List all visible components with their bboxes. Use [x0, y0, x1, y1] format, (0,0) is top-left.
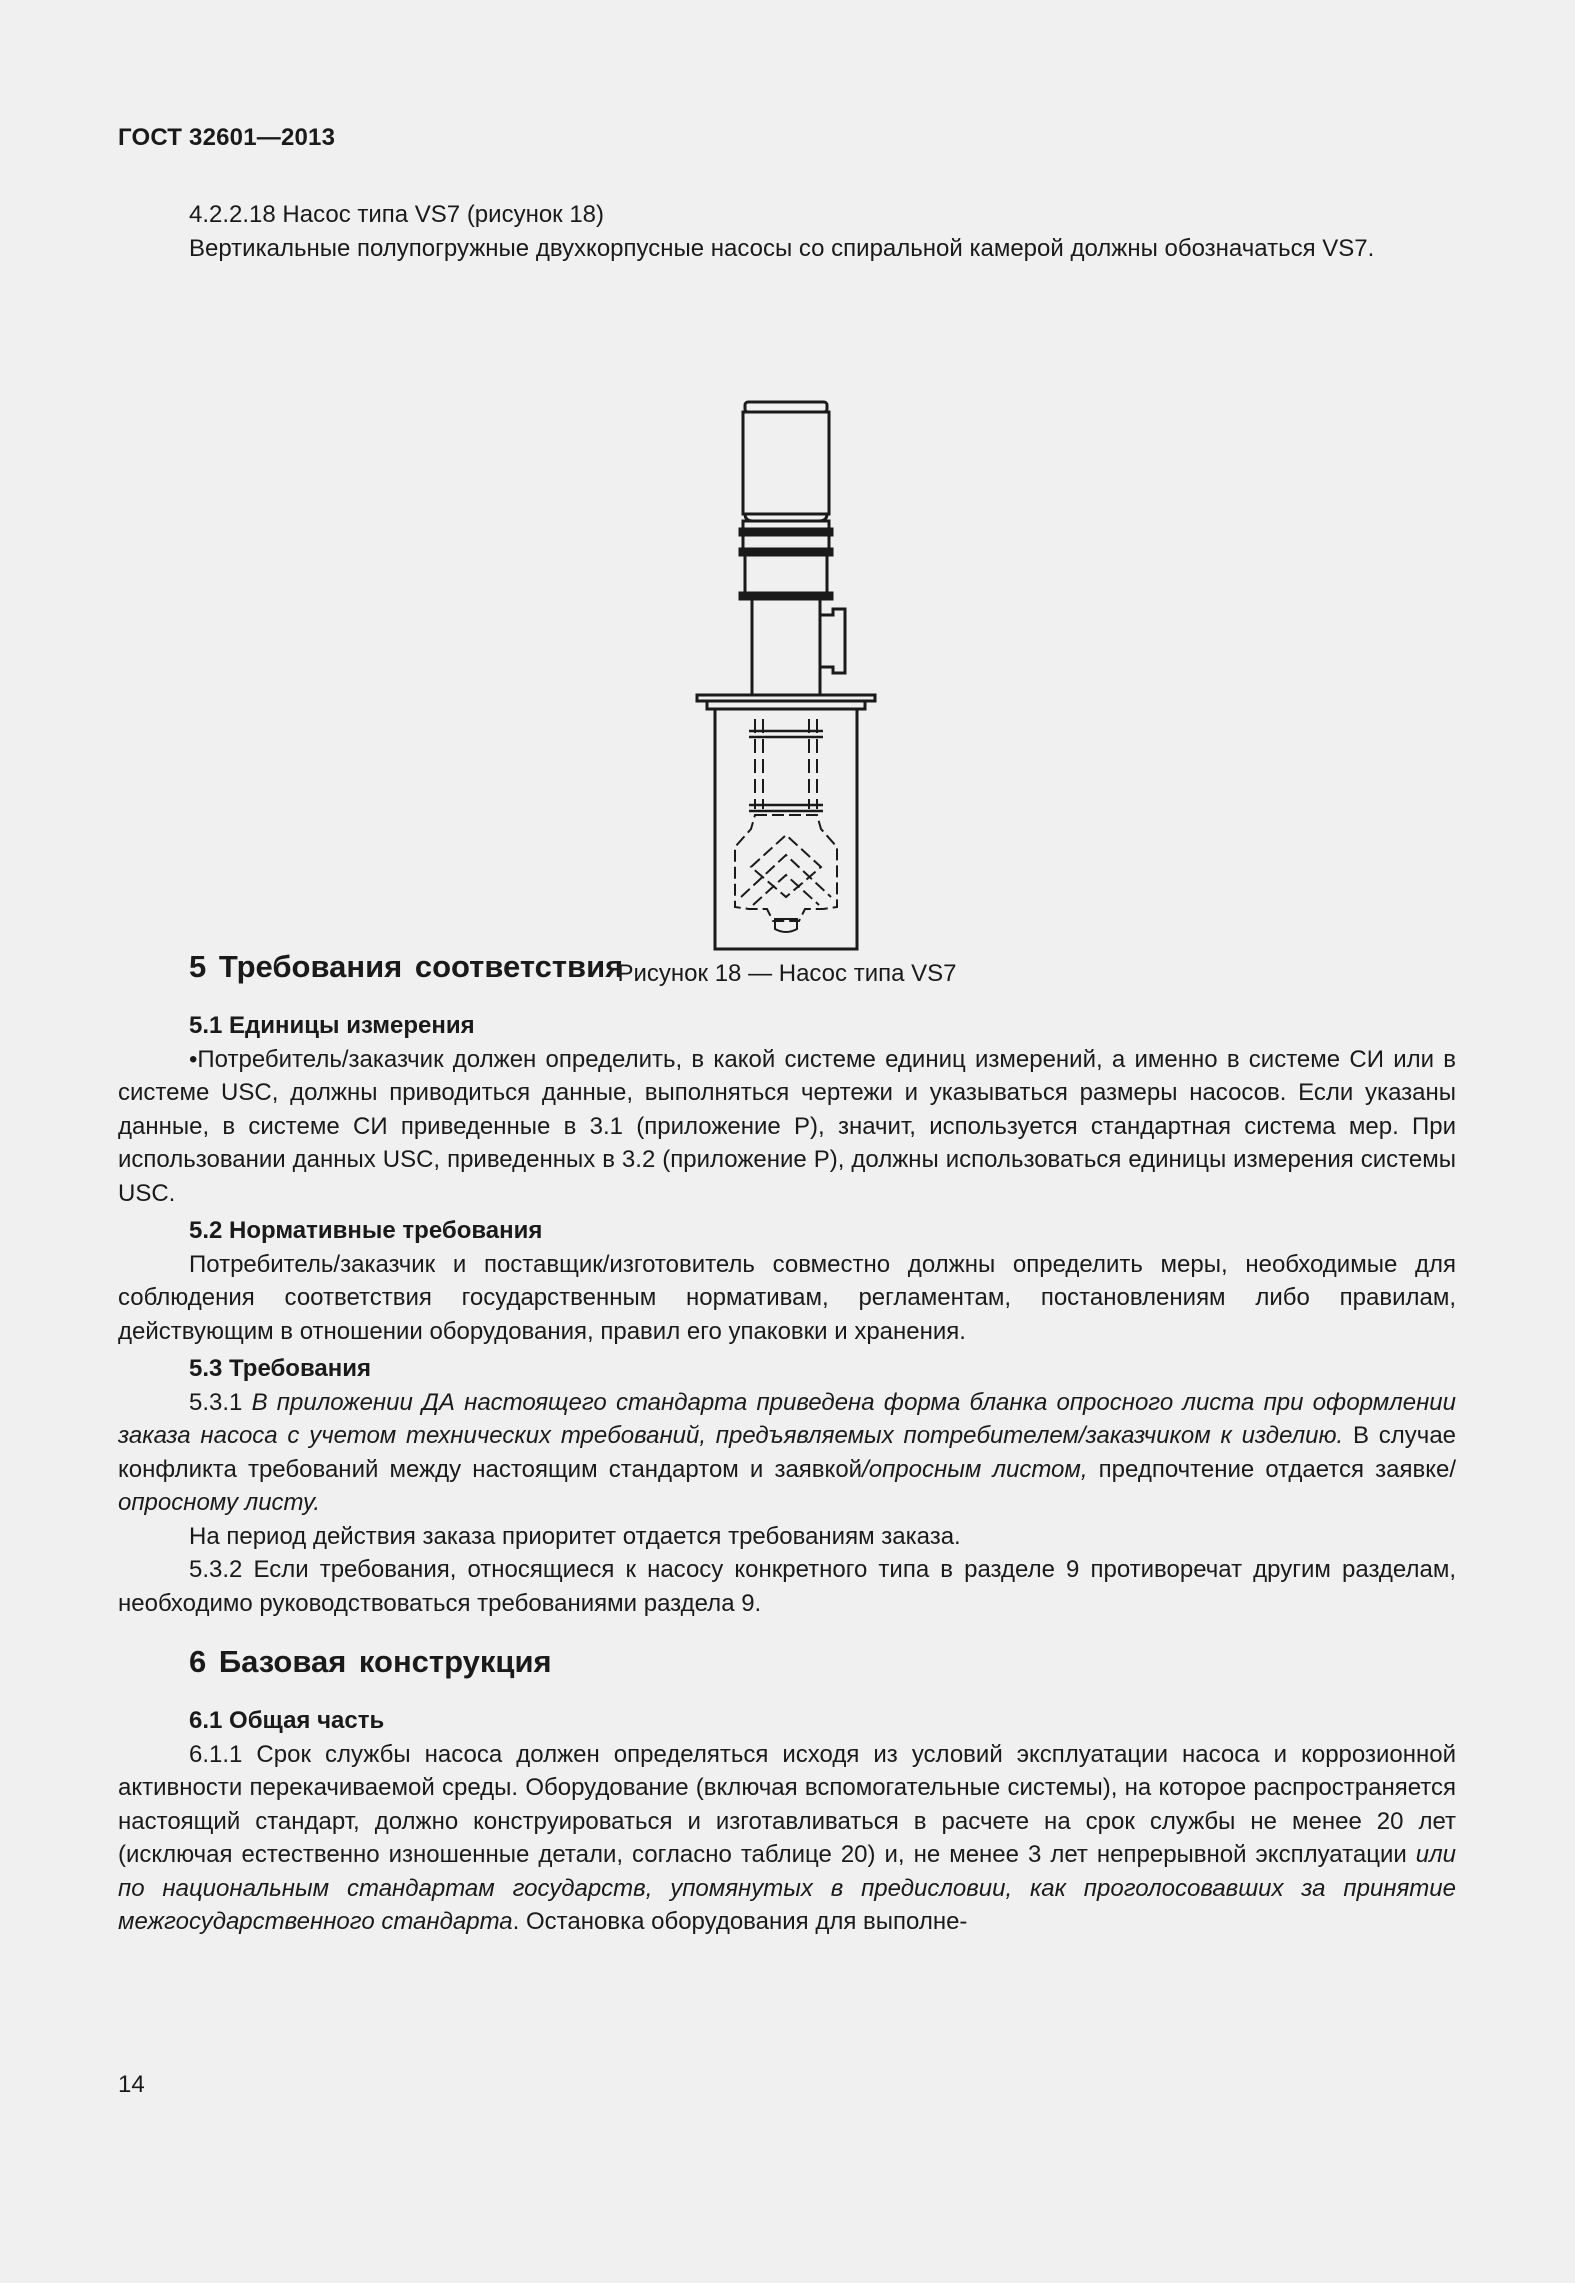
- clause-5-1-text: [118, 1043, 1456, 1211]
- clause-5-3-1-italic: В приложении ДА настоящего стандарта приведена форма бланка опросного листа при оформлении заказа насоса с учетом технических требований, предъявляемых потребителем/заказчиком к изделию.: [118, 1388, 1457, 1449]
- section-5-2-heading: 5.2 Нормативные требования: [189, 1217, 543, 1244]
- inner-column: [755, 719, 817, 809]
- clause-6-1-1-end: . Остановка оборудования для выполне-: [512, 1908, 968, 1935]
- bullet-marker: •: [189, 1045, 198, 1073]
- clause-5-3-1-mid: В случае конфликта требований между настоящим стандартом и заявкой: [118, 1422, 1457, 1483]
- motor-body: [743, 412, 829, 514]
- clause-5-3-2-text: 5.3.2 Если требования, относящиеся к насосу конкретного типа в разделе 9 противоречат другим разделам, необходимо руководствоваться требованиями раздела 9.: [118, 1556, 1456, 1617]
- outer-barrel: [715, 709, 857, 949]
- section-5-3-heading: 5.3 Требования: [189, 1355, 371, 1382]
- clause-5-2-text: Потребитель/заказчик и поставщик/изготовитель совместно должны определить меры, необходимые для соблюдения соответствия государственным нормативам, регламентам, постановлениям либо правилам, действующим в отношении оборудования, правил его упаковки и хранения.: [118, 1250, 1456, 1345]
- clause-6-1-1-italic: или по национальным стандартам государств, упомянутых в предисловии, как проголосовавших за принятие межгосударственного стандарта: [118, 1841, 1456, 1935]
- clause-6-1-1-text: [118, 1738, 1456, 1939]
- section-6-1-heading: 6.1 Общая часть: [189, 1707, 385, 1734]
- discharge-nozzle: [820, 609, 845, 673]
- page-number: 14: [118, 2071, 145, 2098]
- clause-5-3-1-text: [118, 1386, 1456, 1520]
- figure-caption: Рисунок 18 — Насос типа VS7: [617, 960, 957, 987]
- volute-casing: [735, 815, 837, 921]
- section-6-heading: 6 Базовая конструкция: [189, 1644, 552, 1679]
- section-5-1-heading: 5.1 Единицы измерения: [189, 1012, 475, 1039]
- clause-5-3-1-italic-3: опросному листу.: [118, 1489, 321, 1516]
- bearing-frame: [745, 555, 827, 597]
- document-header: ГОСТ 32601—2013: [118, 124, 336, 151]
- inner-flanges: [749, 731, 823, 811]
- page-content: [118, 198, 1456, 1939]
- vertical-pump-drawing-icon: [693, 397, 889, 953]
- clause-5-3-1-number: 5.3.1: [189, 1388, 252, 1416]
- coupling-ring-1: [740, 529, 832, 535]
- clause-4-2-2-18-title: 4.2.2.18 Насос типа VS7 (рисунок 18): [189, 201, 605, 228]
- clause-5-3-1-italic-2: /опросным листом,: [862, 1455, 1088, 1483]
- clause-5-1-body: Потребитель/заказчик должен определить, в какой системе единиц измерений, а именно в системе СИ или в системе USC, должны приводиться данные, выполняться чертежи и указываться размеры насосов. Если указаны данные, в системе СИ приведенные в 3.1 (приложение Р), значит, используется стандартная система мер. При использовании данных USC, приведенных в 3.2 (приложение Р), должны использоваться единицы измерения системы USC.: [118, 1045, 1456, 1207]
- clause-5-3-1-order-text: На период действия заказа приоритет отдается требованиям заказа.: [189, 1522, 961, 1550]
- clause-6-1-1-body: 6.1.1 Срок службы насоса должен определяться исходя из условий эксплуатации насоса и коррозионной активности перекачиваемой среды. Оборудование (включая вспомогательные системы), на которое распространяется настоящий стандарт, должно конструироваться и изготавливаться в расчете на срок службы не менее 20 лет (исключая естественно изношенные детали, согласно таблице 20) и, не менее 3 лет непрерывной эксплуатации: [118, 1740, 1456, 1868]
- clause-4-2-2-18-text: Вертикальные полупогружные двухкорпусные насосы со спиральной камерой должны обозначаться VS7.: [189, 234, 1375, 262]
- clause-5-3-1-mid-2: предпочтение отдается заявке/: [1087, 1455, 1457, 1483]
- discharge-column: [752, 599, 820, 695]
- section-5-heading: 5 Требования соответствия: [189, 949, 624, 984]
